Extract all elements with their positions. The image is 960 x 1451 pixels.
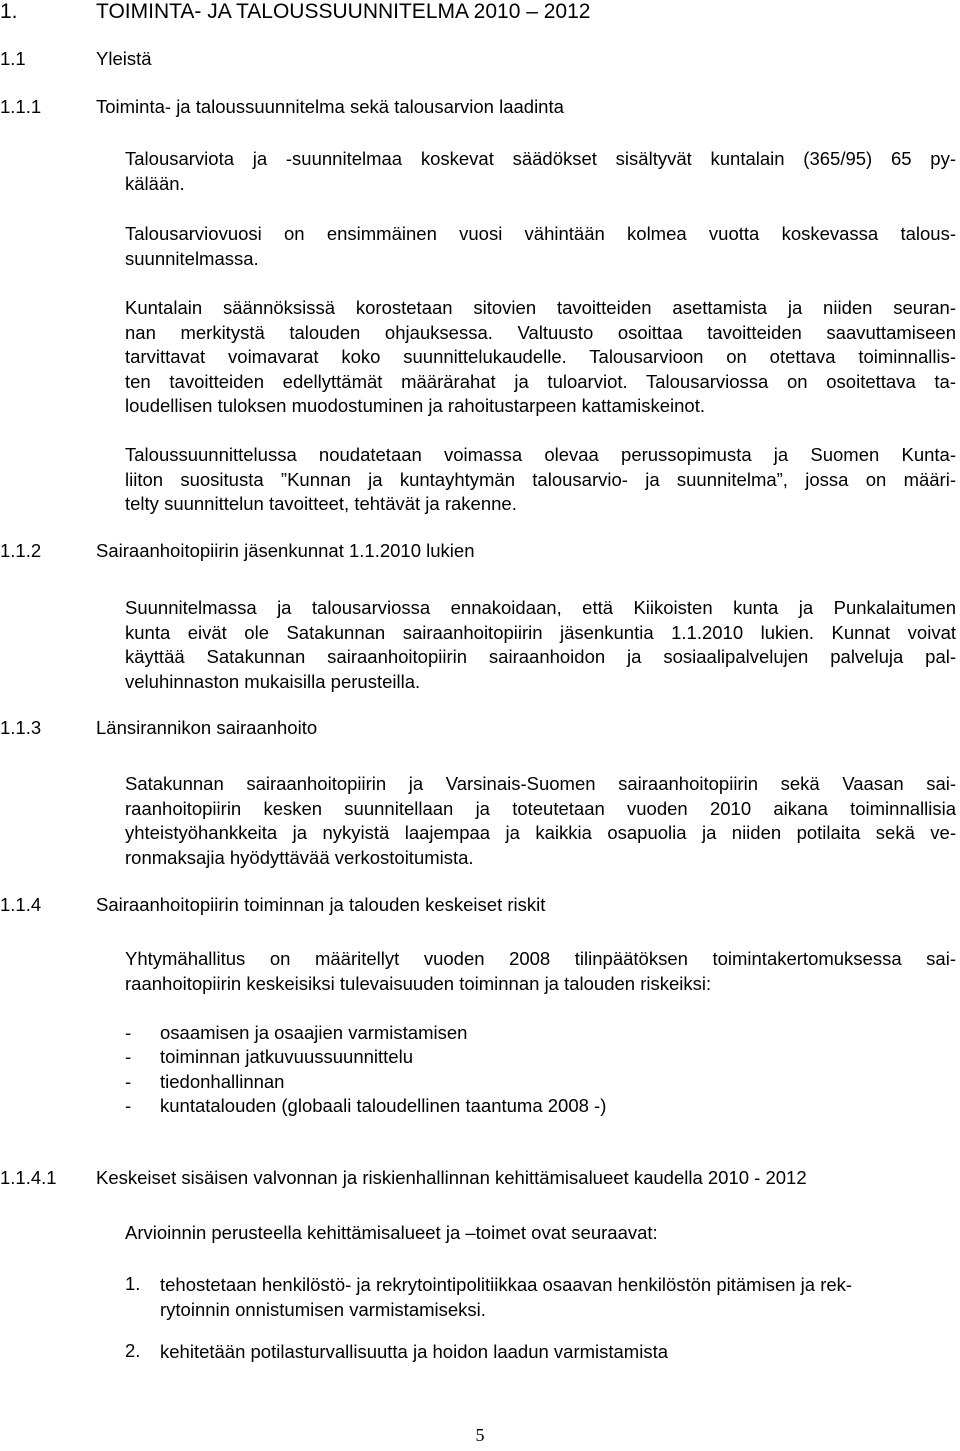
paragraph-line: ronmaksajia hyödyttävää verkostoitumista.	[125, 846, 474, 868]
paragraph-riskit-intro	[125, 947, 956, 996]
paragraph-line: suunnitelmassa.	[125, 247, 259, 269]
paragraph-line: raanhoitopiirin kesken suunnitellaan ja toteutetaan vuoden 2010 aikana toiminnallisia	[125, 797, 956, 819]
section-heading-1-1-1	[0, 96, 960, 120]
paragraph-line: Talousarviota ja -suunnitelmaa koskevat säädökset sisältyvät kuntalain (365/95) 65 py-	[125, 148, 956, 169]
main-heading	[0, 0, 960, 28]
list-bullet: -	[125, 1071, 132, 1092]
heading-number: 1.1.1	[0, 96, 42, 117]
paragraph-tavoitteet	[125, 296, 956, 419]
heading-number: 1.1	[0, 48, 26, 69]
paragraph-line: tarvittavat voimavarat koko suunnittelukaudelle. Talousarvioon on otettava toiminnallis-	[125, 346, 956, 367]
paragraph-line: telty suunnittelun tavoitteet, tehtävät ja rakenne.	[125, 493, 517, 514]
heading-title: Keskeiset sisäisen valvonnan ja riskienhallinnan kehittämisalueet kaudella 2010 - 2012	[96, 1167, 807, 1188]
heading-title: Yleistä	[96, 48, 152, 69]
heading-number: 1.1.4.1	[0, 1167, 57, 1188]
list-bullet: -	[125, 1095, 132, 1116]
list-number: 1.	[125, 1273, 141, 1294]
section-heading-1-1-2	[0, 540, 960, 564]
heading-number: 1.	[0, 0, 18, 23]
heading-number: 1.1.4	[0, 894, 42, 915]
paragraph-line: Talousarviovuosi on ensimmäinen vuosi vähintään kolmea vuotta koskevassa talous-	[125, 223, 956, 244]
list-item-line: tehostetaan henkilöstö- ja rekrytointipolitiikkaa osaavan henkilöstön pitämisen ja rek-	[160, 1274, 853, 1295]
numbered-list-item	[125, 1340, 956, 1366]
paragraph-line: yhteistyöhankkeita ja nykyistä laajempaa ja kaikkia osapuolia ja niiden potilaita sekä ve-	[125, 822, 956, 843]
paragraph-line: loudellisen tuloksen muodostuminen ja rahoitustarpeen kattamiskeinot.	[125, 395, 706, 416]
list-item-text: osaamisen ja osaajien varmistamisen	[160, 1022, 468, 1043]
paragraph-arvioinnin: Arvioinnin perusteella kehittämisalueet ja –toimet ovat seuraavat:	[125, 1222, 658, 1243]
list-bullet: -	[125, 1022, 132, 1043]
paragraph-line: Kuntalain säännöksissä korostetaan sitovien tavoitteiden asettamista ja niiden seuran-	[125, 297, 956, 318]
paragraph-line: ten tavoitteiden edellyttämät määrärahat ja tuloarviot. Talousarviossa on osoitettava ta-	[125, 370, 956, 392]
numbered-list-item	[125, 1273, 956, 1323]
page-number: 5	[475, 1425, 485, 1445]
list-item-line: rytoinnin onnistumisen varmistamiseksi.	[160, 1298, 486, 1320]
paragraph-line: Satakunnan sairaanhoitopiirin ja Varsinais-Suomen sairaanhoitopiirin sekä Vaasan sai-	[125, 773, 956, 794]
paragraph-line: liiton suositusta ”Kunnan ja kuntayhtymän talousarvio- ja suunnitelma”, jossa on määri-	[125, 468, 956, 490]
heading-title: Sairaanhoitopiirin jäsenkunnat 1.1.2010 lukien	[96, 540, 475, 561]
subheading-yleista	[0, 48, 960, 72]
list-item-text: kuntatalouden (globaali taloudellinen taantuma 2008 -)	[160, 1095, 607, 1116]
paragraph-line: veluhinnaston mukaisilla perusteilla.	[125, 670, 421, 692]
list-bullet: -	[125, 1046, 132, 1067]
list-item-text: tiedonhallinnan	[160, 1071, 285, 1092]
heading-title: Länsirannikon sairaanhoito	[96, 717, 318, 738]
paragraph-kuntalaki	[125, 147, 956, 196]
heading-title: Toiminta- ja taloussuunnitelma sekä talousarvion laadinta	[96, 96, 564, 117]
paragraph-line: kälään.	[125, 172, 185, 194]
paragraph-line: käyttää Satakunnan sairaanhoitopiirin sairaanhoidon ja sosiaalipalvelujen palveluja pal-	[125, 646, 956, 667]
paragraph-line: Taloussuunnittelussa noudatetaan voimassa olevaa perussopimusta ja Suomen Kunta-	[125, 444, 956, 465]
heading-title: Sairaanhoitopiirin toiminnan ja talouden keskeiset riskit	[96, 894, 546, 915]
paragraph-jasenkunnat	[125, 596, 956, 694]
paragraph-talousarviovuosi	[125, 222, 956, 271]
list-number: 2.	[125, 1340, 141, 1361]
heading-title: TOIMINTA- JA TALOUSSUUNNITELMA 2010 – 2012	[96, 0, 591, 23]
paragraph-line: Suunnitelmassa ja talousarviossa ennakoidaan, että Kiikoisten kunta ja Punkalaitumen	[125, 597, 956, 618]
list-item-text: toiminnan jatkuvuussuunnittelu	[160, 1046, 413, 1067]
section-heading-1-1-4-1	[0, 1167, 960, 1191]
list-item-text: kehitetään potilasturvallisuutta ja hoidon laadun varmistamista	[160, 1341, 669, 1362]
paragraph-line: nan merkitystä talouden ohjauksessa. Valtuusto osoittaa tavoitteiden saavuttamiseen	[125, 321, 956, 343]
section-heading-1-1-3	[0, 717, 960, 741]
paragraph-line: kunta eivät ole Satakunnan sairaanhoitopiirin jäsenkuntia 1.1.2010 lukien. Kunnat voivat	[125, 621, 956, 643]
list-item-text	[160, 1273, 956, 1322]
paragraph-line: raanhoitopiirin keskeisiksi tulevaisuuden toiminnan ja talouden riskeiksi:	[125, 972, 712, 994]
paragraph-line: Yhtymähallitus on määritellyt vuoden 2008 tilinpäätöksen toimintakertomuksessa sai-	[125, 948, 956, 969]
paragraph-taloussuunnittelu	[125, 443, 956, 517]
heading-number: 1.1.2	[0, 540, 42, 561]
heading-number: 1.1.3	[0, 717, 42, 738]
paragraph-lansirannikko	[125, 772, 956, 870]
section-heading-1-1-4	[0, 894, 960, 918]
